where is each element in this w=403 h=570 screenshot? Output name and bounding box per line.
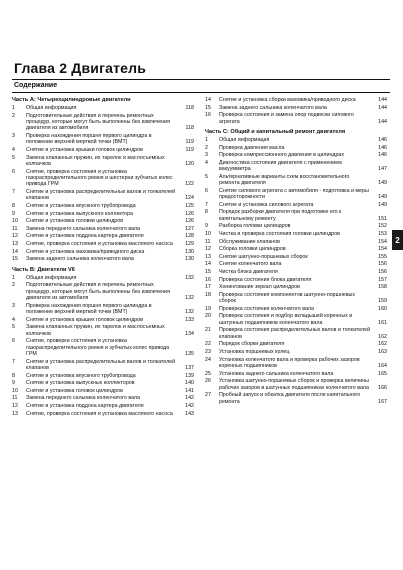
entry-title: Проверка состояния коленчатого вала [219,305,314,312]
toc-entry[interactable] [12,395,194,401]
entry-title: Снятие и установка выпускного коллектора [26,210,134,217]
toc-entry[interactable] [12,338,194,357]
toc-left-column [12,97,194,418]
entry-page: 137 [185,364,194,371]
entry-page: 146 [378,152,387,159]
entry-number: 12 [205,246,211,253]
entry-number: 5 [205,173,208,180]
entry-page: 119 [185,139,194,146]
entry-number: 2 [205,144,208,151]
entry-title: Чистка блока двигателя [219,268,278,275]
entry-number: 10 [12,387,18,394]
entry-number: 10 [12,218,18,225]
entry-number: 4 [12,147,15,153]
entry-title: Замена заднего сальника коленчатого вала [219,104,327,111]
entry-page: 143 [185,410,194,417]
entry-number: 14 [205,261,211,268]
entry-title: Проверка состояния и замена опор подвески силового агрегата [219,112,354,125]
entry-number: 11 [205,238,211,245]
entry-title: Замена клапанных пружин, их тарелок и маслосъемных колпачков [26,154,165,167]
entry-title: Альтернативные варианты схем восстановительного ремонта двигателя [219,173,350,187]
toc-entry[interactable] [205,209,387,222]
entry-number: 4 [205,159,208,166]
toc-entry[interactable] [12,133,194,146]
toc-entry[interactable] [205,371,387,377]
entry-page: 149 [378,201,387,208]
entry-page: 149 [378,194,387,201]
entry-title: Снятие и установка впускного трубопровода [26,372,136,379]
entry-title: Хонингование зеркал цилиндров [219,284,300,291]
toc-entry[interactable] [12,147,194,153]
entry-number: 3 [12,302,15,309]
entry-page: 154 [378,238,387,245]
entry-page: 162 [378,341,387,348]
chapter-tab: 2 [392,230,403,250]
entry-page: 127 [185,225,194,232]
entry-number: 1 [205,137,208,143]
entry-page: 146 [378,144,387,151]
entry-title: Проверка нахождения поршня первого цилиндра в положение верхней мертвой точки (ВМТ) [26,133,152,146]
toc-entry[interactable] [12,241,194,247]
toc-entry[interactable] [205,357,387,370]
entry-number: 12 [12,233,18,240]
toc-entry[interactable] [12,256,194,262]
toc-entry[interactable] [205,231,387,237]
entry-page: 155 [378,253,387,260]
entry-title: Установка поршневых колец [219,348,290,355]
entry-number: 15 [205,268,211,275]
entry-title: Снятие и установка крышек головок цилиндров [26,316,143,323]
contents-rule [12,92,390,93]
toc-entry[interactable] [12,359,194,372]
entry-title: Установка шатунно-поршневых сборок и проверка величины рабочих зазоров в шатунных подшипниках коленчатого вала [219,378,369,391]
entry-title: Снятие и установка поддона картера двигателя [26,402,144,409]
entry-number: 7 [12,189,15,195]
toc-entry[interactable] [205,277,387,283]
entry-title: Замена переднего сальника коленчатого вала [26,225,141,232]
entry-number: 9 [12,210,15,217]
entry-title: Снятие, проверка состояния и установка газораспределительного ремня и шестерни зубчатых колес привода ГРМ [26,168,173,188]
entry-page: 142 [185,395,194,402]
toc-entry[interactable] [205,306,387,312]
toc-entry[interactable] [12,411,194,417]
entry-page: 142 [185,402,194,409]
entry-page: 132 [185,274,194,281]
entry-page: 129 [185,240,194,247]
entry-number: 1 [12,274,15,281]
entry-title: Замена заднего сальника коленчатого вала [26,256,134,263]
entry-page: 144 [378,97,387,103]
entry-number: 15 [12,256,18,263]
toc-entry[interactable] [12,203,194,209]
entry-title: Проверка состояния блока двигателя [219,276,312,283]
entry-number: 8 [205,209,208,216]
entry-title: Общая информация [219,137,270,143]
toc-entry[interactable] [205,174,387,187]
entry-title: Разборка головки цилиндров [219,223,291,230]
entry-number: 24 [205,356,211,363]
entry-number: 11 [12,225,18,232]
entry-number: 10 [205,230,211,237]
toc-entry[interactable] [205,137,387,143]
entry-title: Снятие и установка сборки маховика/приводного диска [219,97,356,103]
entry-title: Снятие и установка распределительных валов и толкателей клапанов [26,358,176,371]
toc-entry[interactable] [205,349,387,355]
entry-number: 7 [12,358,15,365]
entry-title: Общая информация [26,274,77,281]
toc-entry[interactable] [12,226,194,232]
entry-number: 13 [12,410,18,417]
entry-page: 157 [378,276,387,283]
entry-title: Снятие, проверка состояния и установка масляного насоса [26,240,173,247]
entry-number: 1 [12,105,15,111]
entry-number: 3 [205,152,208,159]
entry-number: 18 [205,291,211,298]
toc-entry[interactable] [205,246,387,252]
toc-entry[interactable] [12,380,194,386]
entry-page: 118 [185,105,194,111]
entry-title: Снятие и установка головок цилиндров [26,387,123,394]
entry-number: 9 [205,223,208,230]
entry-title: Снятие коленчатого вала [219,261,282,268]
entry-page: 167 [378,398,387,405]
entry-number: 11 [12,395,18,402]
entry-page: 147 [378,166,387,173]
entry-title: Проверка состояния и подбор вкладышей коренных и шатунных подшипников коленчатого вала [219,313,353,326]
contents-heading: Содержание [14,82,58,89]
entry-title: Снятие и установка силового агрегата [219,201,314,208]
entry-title: Проверка состояния компонентов шатунно-поршневых сборок [219,291,355,305]
toc-entry[interactable] [12,317,194,323]
entry-number: 5 [12,154,15,161]
entry-title: Чистка и проверка состояния головки цилиндров [219,230,340,237]
toc-entry[interactable] [205,392,387,405]
toc-entry[interactable] [12,155,194,168]
entry-number: 8 [12,372,15,379]
entry-page: 159 [378,298,387,305]
header-rule [12,79,390,80]
entry-title: Подготовительные действия и перечень ремонтных процедур, которые могут быть выполнены без извлечения двигателя из автомобиля [26,282,170,301]
entry-title: Замена клапанных пружин, их тарелок и маслосъемных колпачков [26,324,165,337]
toc-entry[interactable] [205,378,387,391]
entry-title: Снятие и установка выпускных коллекторов [26,380,135,387]
entry-page: 119 [185,147,194,153]
toc-entry[interactable] [12,113,194,132]
entry-number: 14 [205,97,211,103]
entry-page: 130 [185,256,194,263]
entry-number: 6 [12,168,15,175]
entry-page: 120 [185,161,194,167]
entry-page: 133 [185,316,194,323]
entry-page: 132 [185,308,194,315]
entry-page: 130 [185,248,194,255]
entry-page: 124 [185,195,194,202]
entry-page: 132 [185,294,194,301]
entry-title: Снятие и установка распределительных валов и толкателей клапанов [26,189,176,202]
entry-number: 26 [205,378,211,385]
entry-number: 16 [205,276,211,283]
toc-entry[interactable] [12,303,194,316]
entry-number: 19 [205,305,211,312]
entry-number: 3 [12,133,15,139]
entry-title: Снятие шатунно-поршневых сборок [219,253,308,260]
entry-page: 125 [185,203,194,209]
entry-number: 13 [205,253,211,260]
toc-entry[interactable] [12,249,194,255]
toc-entry[interactable] [12,388,194,394]
entry-page: 144 [378,118,387,125]
entry-number: 16 [205,112,211,119]
entry-number: 25 [205,370,211,377]
toc-entry[interactable] [205,239,387,245]
entry-page: 139 [185,372,194,379]
toc-entry[interactable] [205,327,387,340]
entry-title: Сборка головки цилиндров [219,246,286,253]
toc-entry[interactable] [205,284,387,290]
entry-title: Снятие и установка впускного трубопровода [26,203,136,209]
toc-entry[interactable] [12,275,194,281]
entry-title: Обслуживание клапанов [219,238,280,245]
entry-number: 5 [12,324,15,331]
entry-number: 6 [205,187,208,194]
entry-number: 14 [12,248,18,255]
part-title: Часть А: Четырехцилиндровые двигатели [12,97,131,103]
toc-entry[interactable] [12,282,194,301]
toc-entry[interactable] [12,403,194,409]
entry-page: 134 [185,330,194,337]
toc-entry[interactable] [12,373,194,379]
entry-title: Снятие и установка крышки головок цилиндров [26,147,143,153]
entry-title: Проверка состояния распределительных валов и толкателей клапанов [219,327,371,340]
entry-title: Пробный запуск и обкатка двигателя после капитального ремонта [219,392,361,405]
entry-title: Порядок разборки двигателя при подготовке его к капитальному ремонту [219,209,342,222]
entry-page: 156 [378,261,387,268]
entry-page: 118 [185,125,194,132]
entry-number: 17 [205,284,211,291]
toc-entry[interactable] [205,292,387,305]
entry-page: 126 [185,210,194,217]
entry-title: Установка коленчатого вала и проверка рабочих зазоров коренных подшипников [219,356,360,369]
entry-number: 22 [205,341,211,348]
entry-page: 158 [378,284,387,291]
entry-title: Замена переднего сальника коленчатого вала [26,395,141,402]
toc-entry[interactable] [205,188,387,201]
entry-title: Общая информация [26,105,77,111]
entry-title: Снятие и установка поддона картера двигателя [26,233,144,240]
entry-number: 2 [12,282,15,289]
part-title: Часть С: Общий и капитальный ремонт двигателя [205,129,346,135]
toc-entry[interactable] [205,261,387,267]
entry-title: Проверка нахождения поршня первого цилиндра в положение верхней мертвой точки (ВМТ) [26,302,152,315]
entry-title: Порядок сборки двигателя [219,341,285,348]
entry-page: 164 [378,362,387,369]
toc-entry[interactable] [12,218,194,224]
entry-title: Подготовительные действия и перечень ремонтных процедур, которые могут быть выполнены без извлечения двигателя из автомобиля [26,112,170,132]
toc-entry[interactable] [205,160,387,173]
entry-title: Диагностика состояния двигателя с применением вакуумметра [219,159,342,173]
entry-number: 6 [12,338,15,345]
entry-page: 151 [378,215,387,222]
chapter-title: Глава 2 Двигатель [14,60,147,76]
entry-page: 126 [185,218,194,225]
entry-page: 153 [378,230,387,237]
toc-entry[interactable] [205,105,387,111]
entry-page: 128 [185,233,194,240]
entry-title: Установка заднего сальника коленчатого вала [219,370,334,377]
toc-entry[interactable] [205,254,387,260]
entry-title: Снятие, проверка состояния и установка масляного насоса [26,410,173,417]
toc-entry[interactable] [12,105,194,111]
entry-page: 149 [378,180,387,187]
toc-entry[interactable] [205,269,387,275]
toc-entry[interactable] [205,152,387,158]
entry-title: Снятие, проверка состояния и установка газораспределительного ремня и зубчатых колес привода ГРМ [26,338,170,357]
entry-page: 154 [378,246,387,253]
entry-page: 165 [378,370,387,377]
entry-title: Снятие и установка головки цилиндров [26,218,124,225]
entry-number: 13 [12,240,18,247]
entry-page: 162 [378,333,387,340]
toc-entry[interactable] [205,145,387,151]
entry-page: 140 [185,380,194,387]
toc-entry[interactable] [12,169,194,188]
entry-page: 141 [185,387,194,394]
entry-title: Снятие силового агрегата с автомобиля - подготовка и меры предосторожности [219,187,369,201]
entry-number: 23 [205,348,211,355]
part-title: Часть В: Двигатели V6 [12,266,75,273]
toc-entry[interactable] [205,97,387,103]
entry-number: 9 [12,380,15,387]
entry-page: 166 [378,384,387,391]
entry-title: Проверка давления масла [219,144,285,151]
toc-entry[interactable] [12,324,194,337]
entry-number: 2 [12,112,15,119]
entry-page: 146 [378,137,387,143]
entry-number: 7 [205,201,208,208]
entry-number: 15 [205,104,211,111]
toc-entry[interactable] [205,112,387,125]
toc-entry[interactable] [205,313,387,326]
entry-number: 27 [205,392,211,399]
entry-page: 156 [378,268,387,275]
entry-page: 135 [185,350,194,357]
entry-number: 21 [205,327,211,334]
entry-number: 8 [12,203,15,209]
entry-title: Проверка компрессионного давления в цилиндрах [219,152,345,159]
entry-number: 4 [12,316,15,323]
entry-page: 122 [185,181,194,188]
toc-entry[interactable] [12,233,194,239]
entry-page: 152 [378,223,387,230]
toc-entry[interactable] [205,223,387,229]
entry-title: Снятие и установка маховика/приводного диска [26,248,145,255]
entry-page: 161 [378,319,387,326]
toc-right-column [205,97,387,406]
toc-entry[interactable] [205,341,387,347]
entry-number: 20 [205,313,211,320]
entry-number: 12 [12,402,18,409]
toc-entry[interactable] [12,189,194,202]
entry-page: 160 [378,305,387,312]
toc-entry[interactable] [12,211,194,217]
entry-page: 163 [378,348,387,355]
entry-page: 144 [378,104,387,111]
toc-entry[interactable] [205,202,387,208]
